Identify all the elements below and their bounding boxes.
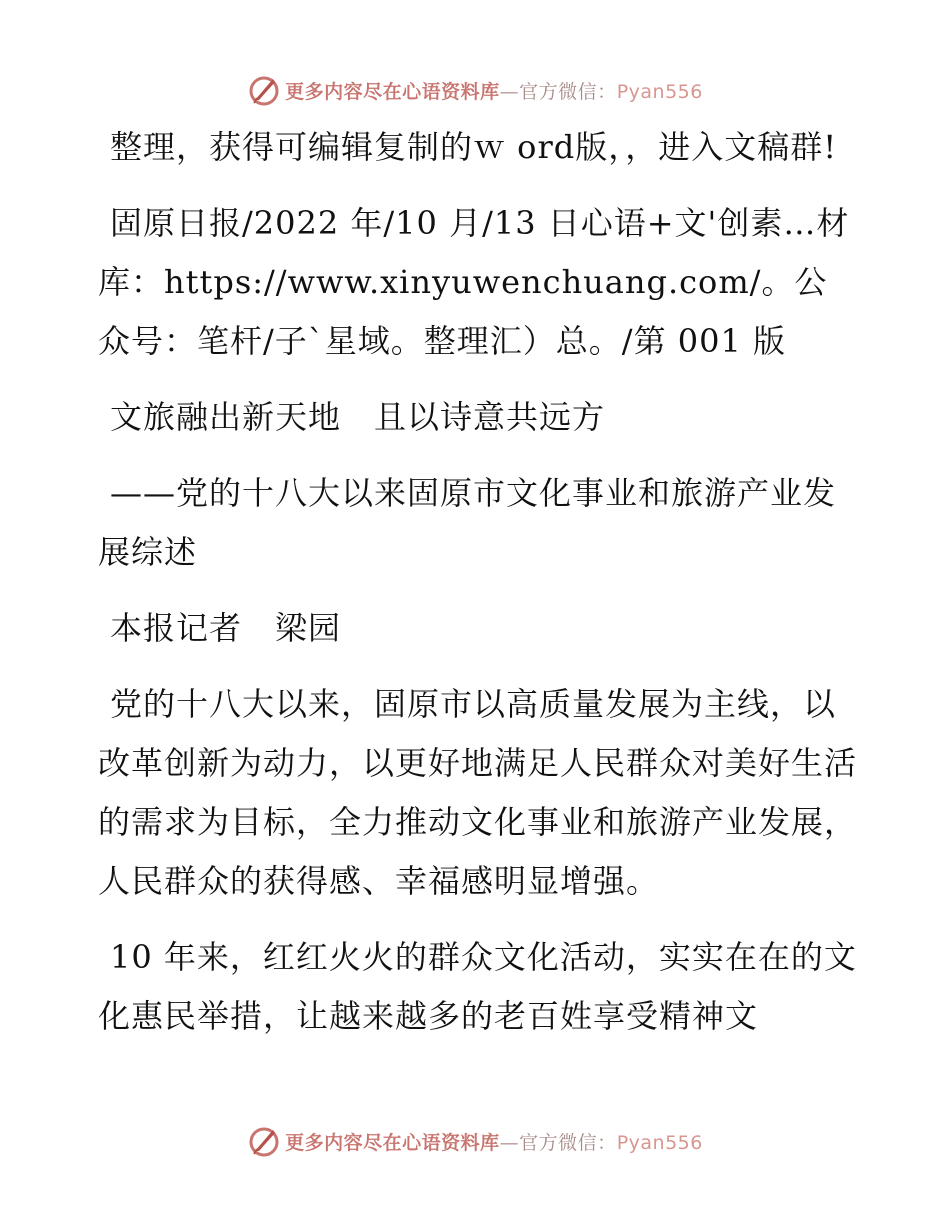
quill-pen-logo-icon <box>247 73 281 107</box>
paragraph-source: 固原日报/2022 年/10 月/13 日心语+文'创素…材库：https://www.xinyuwenchuang.com/。公众号：笔杆/子`星域。整理汇）总。/第 001 版 <box>98 204 850 360</box>
paragraph-intro: 整理，获得可编辑复制的ｗ ord版，，进入文稿群! <box>110 128 838 166</box>
document-body <box>98 118 858 1063</box>
paragraph-body-1: 党的十八大以来，固原市以高质量发展为主线，以改革创新为动力，以更好地满足人民群众对美好生活的需求为目标，全力推动文化事业和旅游产业发展，人民群众的获得感、幸福感明显增强。 <box>98 685 858 900</box>
quill-pen-logo-icon <box>247 1124 281 1158</box>
article-subtitle: ——党的十八大以来固原市文化事业和旅游产业发展综述 <box>98 474 837 571</box>
footer-banner <box>0 1121 950 1161</box>
paragraph-body-2: 10 年来，红红火火的群众文化活动，实实在在的文化惠民举措，让越来越多的老百姓享受精神文 <box>98 938 857 1035</box>
header-banner <box>0 70 950 110</box>
article-title: 文旅融出新天地 且以诗意共远方 <box>110 398 606 436</box>
banner-promo-text: 更多内容尽在心语资料库—官方微信：Pyan556 <box>285 1131 703 1154</box>
article-byline: 本报记者 梁园 <box>110 609 342 647</box>
banner-promo-text: 更多内容尽在心语资料库—官方微信：Pyan556 <box>285 80 703 103</box>
